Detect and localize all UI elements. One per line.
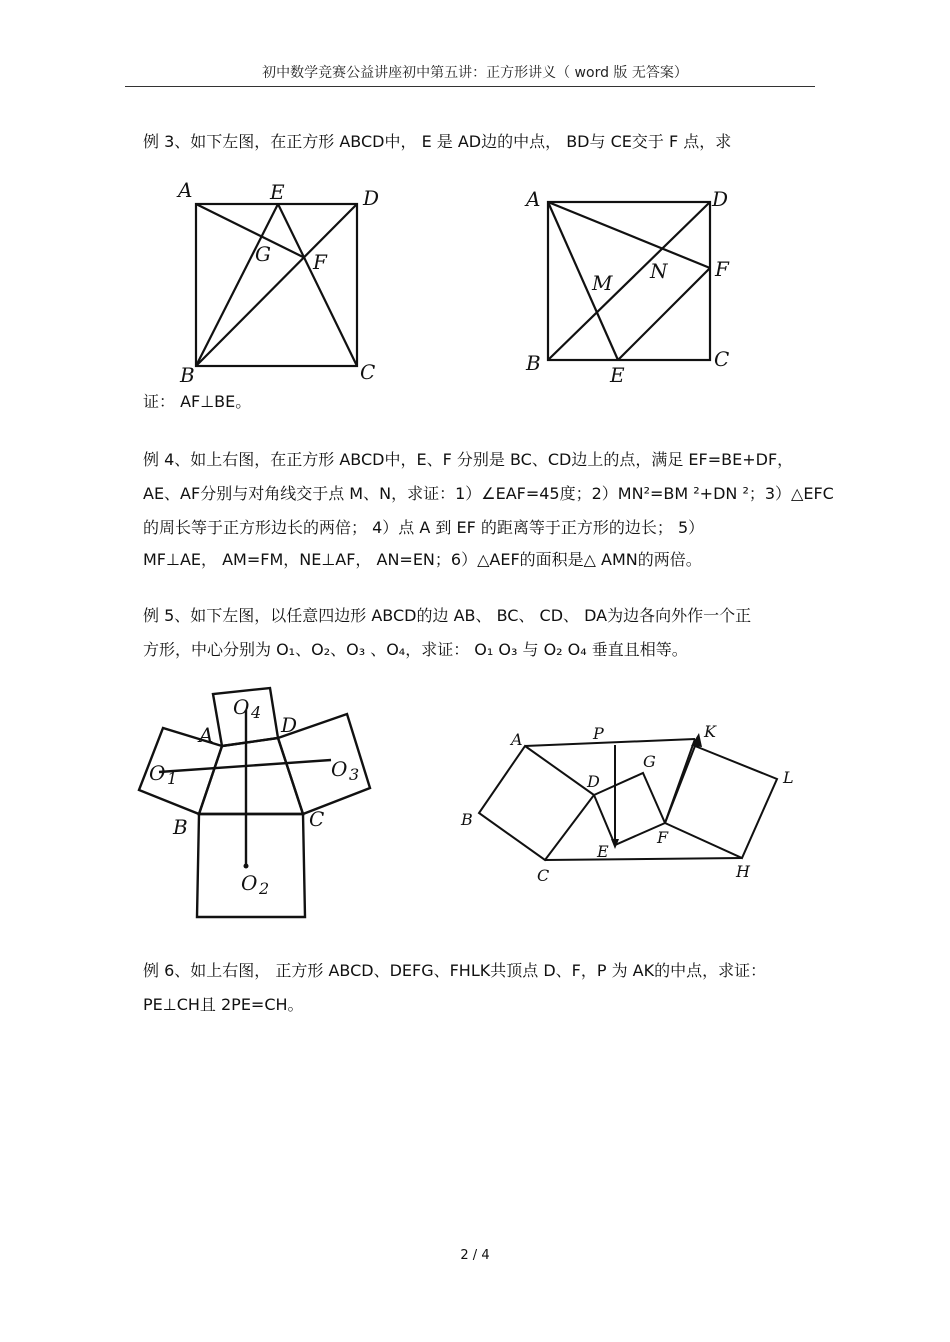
example-3-line-1: 例 3、如下左图，在正方形 ABCD中， E 是 AD边的中点， BD与 CE交于 F 点，求 — [143, 132, 732, 151]
label-B: B — [173, 815, 188, 839]
label-O3-subscript: 3 — [349, 765, 360, 784]
label-D: D — [363, 186, 380, 210]
page-number: 2 / 4 — [460, 1248, 490, 1263]
example-6-line-2: PE⊥CH且 2PE=CH。 — [143, 995, 304, 1014]
example-5-line-2: 方形，中心分别为 O₁、O₂、O₃ 、O₄，求证： O₁ O₃ 与 O₂ O₄ 垂直且相等。 — [143, 640, 688, 659]
label-K: K — [704, 722, 716, 741]
label-E: E — [610, 363, 625, 387]
label-O1-subscript: 1 — [167, 769, 178, 788]
label-O4: O — [233, 695, 250, 719]
label-A: A — [178, 178, 193, 202]
label-C: C — [537, 866, 550, 885]
label-F: F — [715, 257, 729, 281]
header-rule — [125, 86, 815, 87]
label-A: A — [199, 723, 214, 747]
label-B: B — [461, 810, 473, 829]
figure-example-5 — [135, 680, 375, 925]
label-O2: O — [241, 871, 258, 895]
example-4-line-3: 的周长等于正方形边长的两倍； 4）点 A 到 EF 的距离等于正方形的边长； 5） — [143, 518, 705, 537]
example-6-line-1: 例 6、如上右图， 正方形 ABCD、DEFG、FHLK共顶点 D、F，P 为 AK的中点，求证： — [143, 961, 767, 980]
figure-example-3 — [170, 175, 390, 390]
label-O4-subscript: 4 — [251, 703, 262, 722]
label-O2-subscript: 2 — [259, 879, 270, 898]
figure-example-6 — [455, 715, 815, 890]
label-N: N — [650, 259, 668, 283]
label-C: C — [714, 347, 730, 371]
label-E: E — [597, 842, 609, 861]
example-4-line-1: 例 4、如上右图，在正方形 ABCD中，E、F 分别是 BC、CD边上的点，满足 EF=BE+DF， — [143, 450, 794, 469]
example-5-line-1: 例 5、如下左图，以任意四边形 ABCD的边 AB、 BC、 CD、 DA为边各向外作一个正 — [143, 606, 752, 625]
label-L: L — [783, 768, 794, 787]
label-D: D — [712, 187, 729, 211]
label-D: D — [587, 772, 600, 791]
label-C: C — [309, 807, 325, 831]
label-B: B — [526, 351, 541, 375]
example-3-line-2: 证： AF⊥BE。 — [143, 392, 252, 411]
label-G: G — [255, 242, 271, 266]
label-M: M — [592, 271, 613, 295]
label-H: H — [736, 862, 750, 881]
label-C: C — [360, 360, 376, 384]
label-P: P — [593, 724, 604, 743]
label-D: D — [281, 713, 298, 737]
label-E: E — [270, 180, 285, 204]
label-A: A — [511, 730, 523, 749]
label-O1: O — [149, 761, 166, 785]
label-F: F — [313, 250, 327, 274]
example-4-line-2: AE、AF分别与对角线交于点 M、N，求证：1）∠EAF=45度；2）MN²=BM ²+DN ²；3）△EFC — [143, 484, 834, 503]
label-B: B — [180, 363, 195, 387]
label-G: G — [643, 752, 656, 771]
label-O3: O — [331, 757, 348, 781]
label-A: A — [526, 187, 541, 211]
page-header: 初中数学竞赛公益讲座初中第五讲：正方形讲义（ word 版 无答案） — [262, 65, 688, 81]
label-F: F — [657, 828, 669, 847]
example-4-line-4: MF⊥AE， AM=FM，NE⊥AF， AN=EN；6）△AEF的面积是△ AMN的两倍。 — [143, 550, 702, 569]
figure-example-4 — [520, 180, 750, 390]
